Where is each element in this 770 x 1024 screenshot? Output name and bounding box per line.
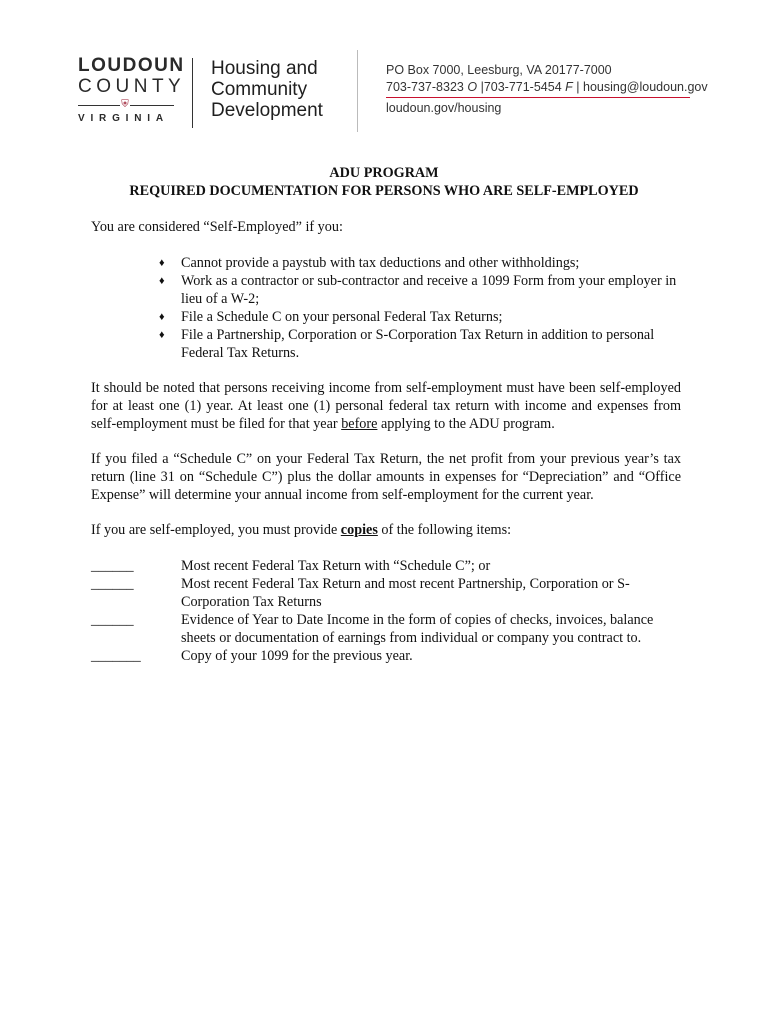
- check-blank[interactable]: ______: [91, 612, 134, 628]
- separator: |: [480, 80, 484, 94]
- header-divider: [357, 50, 358, 132]
- self-employment-duration-paragraph: [91, 379, 681, 433]
- email-link[interactable]: housing@loudoun.gov: [583, 80, 708, 94]
- accent-rule: [386, 97, 690, 98]
- diamond-bullet-icon: ♦: [159, 275, 165, 287]
- department-line-1: Housing and: [211, 58, 318, 79]
- checklist-row: [91, 557, 681, 575]
- emphasis-before: before: [341, 416, 378, 432]
- paragraph-text: applying to the ADU program.: [377, 416, 555, 432]
- intro-text: You are considered “Self-Employed” if you:: [91, 219, 343, 235]
- checklist-text: Most recent Federal Tax Return and most recent Partnership, Corporation or S-Corporation Tax Returns: [181, 576, 630, 610]
- office-label: O: [467, 80, 478, 94]
- checklist-row: [91, 575, 681, 611]
- check-blank[interactable]: _______: [91, 648, 141, 664]
- check-blank[interactable]: ______: [91, 558, 134, 574]
- list-item-text: Cannot provide a paystub with tax deductions and other withholdings;: [181, 255, 580, 271]
- contact-block: [386, 62, 708, 117]
- logo-divider: [78, 100, 174, 110]
- diamond-bullet-icon: ♦: [159, 257, 165, 269]
- logo-line-3: VIRGINIA: [78, 113, 169, 124]
- checklist-row: [91, 611, 681, 647]
- checklist-text: Most recent Federal Tax Return with “Schedule C”; or: [181, 558, 491, 574]
- paragraph-text: It should be noted that persons receiving income from self-employment must have been self-employed for at least one (1) year. At least one (1) personal federal tax return with income and expenses from self-employment must be filed for that year: [91, 380, 681, 432]
- list-item-text: File a Partnership, Corporation or S-Corporation Tax Return in addition to personal Federal Tax Returns.: [181, 327, 655, 361]
- list-item: [159, 308, 681, 326]
- criteria-list: [91, 254, 681, 362]
- diamond-bullet-icon: ♦: [159, 311, 165, 323]
- logo-line-2: COUNTY: [78, 76, 186, 97]
- address: PO Box 7000, Leesburg, VA 20177-7000: [386, 63, 612, 77]
- checklist-text: Copy of your 1099 for the previous year.: [181, 648, 413, 664]
- list-item-text: Work as a contractor or sub-contractor and receive a 1099 Form from your employer in lieu of a W-2;: [181, 273, 677, 307]
- check-blank[interactable]: ______: [91, 576, 134, 592]
- list-item-text: File a Schedule C on your personal Federal Tax Returns;: [181, 309, 503, 325]
- title-line-1: ADU PROGRAM: [329, 165, 439, 181]
- logo-line-1: LOUDOUN: [78, 55, 185, 76]
- document-checklist: [91, 557, 681, 665]
- document-body: [91, 164, 681, 665]
- department-line-2: Community: [211, 79, 308, 100]
- separator: |: [576, 80, 580, 94]
- paragraph-text: of the following items:: [377, 522, 512, 538]
- checklist-text: Evidence of Year to Date Income in the form of copies of checks, invoices, balance sheets or documentation of earnings from individual or company you contract to.: [181, 612, 654, 646]
- phone-line: [386, 79, 708, 96]
- title-line-2: REQUIRED DOCUMENTATION FOR PERSONS WHO ARE SELF-EMPLOYED: [129, 183, 639, 199]
- phone-office: 703-737-8323: [386, 80, 464, 94]
- website-link[interactable]: loudoun.gov/housing: [386, 101, 502, 115]
- list-item: [159, 254, 681, 272]
- shield-seal-icon: ⛨: [121, 99, 129, 110]
- schedule-c-paragraph: If you filed a “Schedule C” on your Federal Tax Return, the net profit from your previous year’s tax return (line 31 on “Schedule C”) plus the dollar amounts in expenses for “Depreciation” and “Office Expense” will determine your annual income from self-employment for the current year.: [91, 451, 681, 503]
- paragraph-text: If you are self-employed, you must provide: [91, 522, 341, 538]
- document-title: [87, 164, 681, 200]
- phone-fax: 703-771-5454: [483, 80, 562, 94]
- copies-paragraph: [91, 521, 681, 539]
- emphasis-copies: copies: [340, 522, 378, 538]
- list-item: [159, 272, 681, 308]
- diamond-bullet-icon: ♦: [159, 329, 165, 341]
- loudoun-county-logo: [78, 55, 186, 126]
- checklist-row: [91, 647, 681, 665]
- list-item: [159, 326, 681, 362]
- fax-label: F: [565, 80, 573, 94]
- department-name: [192, 58, 323, 128]
- letterhead: [0, 0, 770, 140]
- department-line-3: Development: [211, 100, 323, 121]
